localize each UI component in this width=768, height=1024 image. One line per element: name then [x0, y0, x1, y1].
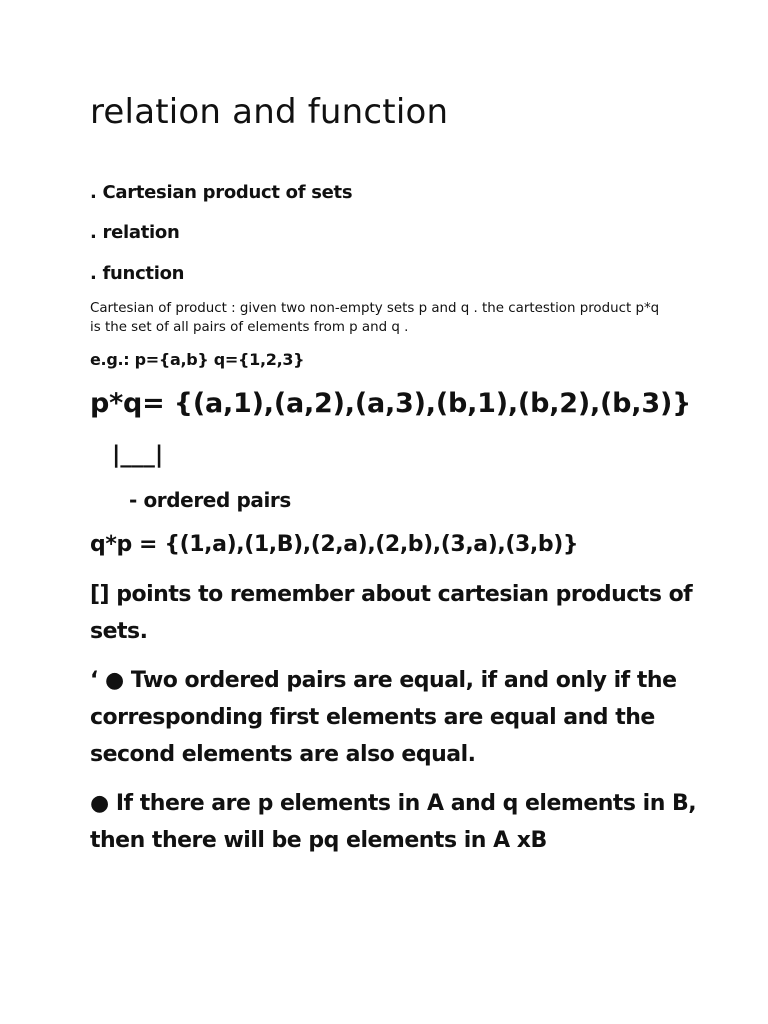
ordered-pair-bracket: |___| [112, 442, 164, 468]
point-ordered-pairs-equal [90, 662, 690, 773]
point-line: second elements are also equal. [90, 742, 476, 767]
ordered-pairs-note: - ordered pairs [129, 488, 291, 512]
definition-line: is the set of all pairs of elements from p and q . [90, 320, 409, 335]
definition-paragraph [90, 299, 690, 337]
definition-line: Cartesian of product : given two non-empty sets p and q . the cartestion product p*q [90, 301, 660, 316]
point-line: ● If there are p elements in A and q elements in B, [90, 791, 697, 816]
example-sets: e.g.: p={a,b} q={1,2,3} [90, 350, 305, 369]
points-heading-line: [] points to remember about cartesian products of [90, 582, 693, 607]
topic-relation: . relation [90, 222, 180, 243]
point-line: corresponding first elements are equal and the [90, 705, 655, 730]
pq-product: p*q= {(a,1),(a,2),(a,3),(b,1),(b,2),(b,3)} [90, 388, 692, 419]
point-line: ‘ ● Two ordered pairs are equal, if and only if the [90, 668, 677, 693]
qp-product: q*p = {(1,a),(1,B),(2,a),(2,b),(3,a),(3,b)} [90, 532, 579, 557]
point-line: then there will be pq elements in A xB [90, 828, 547, 853]
topic-function: . function [90, 263, 185, 284]
point-element-count [90, 785, 697, 859]
points-heading-line: sets. [90, 619, 148, 644]
topic-cartesian-product: . Cartesian product of sets [90, 182, 353, 203]
page-title: relation and function [90, 92, 449, 132]
points-heading [90, 576, 693, 650]
